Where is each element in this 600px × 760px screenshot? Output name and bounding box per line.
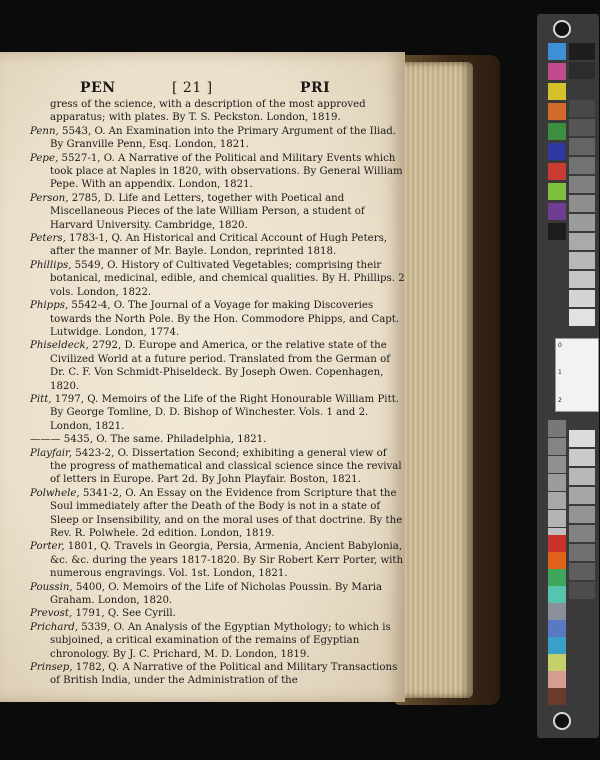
entry-author: Pitt, — [30, 393, 52, 405]
entry-author: Person, — [30, 192, 69, 204]
book-page — [0, 52, 405, 702]
entry-author: Polwhele, — [30, 487, 80, 499]
entry-text: 2785, D. Life and Letters, together with Poetical and Miscellaneous Pieces of the late William Person, a student of Harvard University. Cambridge, 1820. — [50, 192, 365, 231]
grey-swatch — [569, 233, 595, 250]
entry-author: Peters, — [30, 233, 66, 245]
entry-author: ——— — [30, 434, 61, 446]
entry-text: 1801, Q. Travels in Georgia, Persia, Armenia, Ancient Babylonia, &c. &c. during the years 1817-1820. By Sir Robert Kerr Porter, with numerous engravings. Vol. 1st. London, 1821. — [50, 541, 404, 580]
color-swatch — [548, 63, 566, 80]
grey-swatch — [569, 119, 595, 136]
entry-text: 5423-2, O. Dissertation Second; exhibiting a general view of the progress of mathematical and classical science since the revival of letters in Europe. Part 2d. By John Playfair. Boston, 1821. — [50, 447, 402, 486]
catalogue-entry — [30, 299, 406, 339]
color-swatch — [548, 535, 566, 552]
catalogue-entries — [0, 98, 405, 688]
catalogue-entry — [30, 621, 406, 661]
grey-swatch — [569, 252, 595, 269]
entry-text: 5435, O. The same. Philadelphia, 1821. — [60, 434, 267, 446]
entry-author: Pepe, — [30, 152, 59, 164]
running-head-left: PEN — [80, 80, 116, 96]
grey-swatch — [569, 582, 595, 599]
entry-text: 5339, O. An Analysis of the Egyptian Mythology; to which is subjoined, a critical examination of the remains of Egyptian chronology. By J. C. Prichard, M. D. London, 1819. — [50, 621, 391, 660]
entry-author: Playfair, — [30, 447, 73, 459]
grey-swatch — [548, 420, 566, 437]
entry-text: 5341-2, O. An Essay on the Evidence from Scripture that the Soul immediately after the Death of the Body is not in a state of Sleep or Insensibility, and on the moral uses of that doctrine. By the Rev. R. Polwhele. 2d edition. London, 1819. — [50, 487, 403, 539]
color-swatch — [548, 671, 566, 688]
grey-swatch — [569, 525, 595, 542]
grey-swatch — [548, 492, 566, 509]
entry-text: 5549, O. History of Cultivated Vegetables; comprising their botanical, medicinal, edible, and chemical qualities. By H. Phillips. 2 vols. London, 1822. — [50, 259, 405, 298]
catalogue-entry — [30, 393, 406, 433]
grey-swatch — [569, 309, 595, 326]
color-swatch — [548, 183, 566, 200]
entry-author: Prevost, — [30, 608, 73, 620]
color-swatch — [548, 83, 566, 100]
grey-swatch — [569, 449, 595, 466]
color-swatch — [548, 163, 566, 180]
color-swatch — [548, 654, 566, 671]
entry-text: 5400, O. Memoirs of the Life of Nicholas Poussin. By Maria Graham. London, 1820. — [50, 581, 383, 607]
running-head-right: PRI — [300, 80, 331, 96]
grey-swatch — [569, 62, 595, 79]
catalogue-entry — [30, 581, 406, 608]
color-swatch — [548, 637, 566, 654]
entry-text: 1791, Q. See Cyrill. — [72, 608, 176, 620]
entry-author: Poussin, — [30, 581, 73, 593]
entry-text: gress of the science, with a description of the most approved apparatus; with plates. By T. S. Peckston. London, 1819. — [50, 99, 366, 124]
catalogue-entry — [30, 125, 406, 152]
grey-swatch — [569, 176, 595, 193]
grey-swatch — [569, 81, 595, 98]
grey-swatch — [548, 510, 566, 527]
grey-swatch — [569, 563, 595, 580]
entry-text: 5527-1, O. A Narrative of the Political and Military Events which took place at Naples in 1820, with observations. By General William Pepe. With an appendix. London, 1821. — [50, 152, 403, 191]
entry-author: Prichard, — [30, 621, 78, 633]
color-swatch — [548, 203, 566, 220]
catalogue-entry — [30, 607, 406, 620]
grey-swatch — [569, 290, 595, 307]
grey-swatch — [569, 138, 595, 155]
catalogue-entry — [30, 152, 406, 192]
catalogue-entry — [30, 192, 406, 232]
grey-swatch — [548, 474, 566, 491]
entry-text: 5543, O. An Examination into the Primary Argument of the Iliad. By Granville Penn, Esq. London, 1821. — [50, 125, 397, 151]
entry-author: Phiseldeck, — [30, 340, 89, 352]
color-swatch — [548, 586, 566, 603]
grey-swatch — [569, 468, 595, 485]
color-swatch — [548, 569, 566, 586]
entry-text: 1783-1, Q. An Historical and Critical Account of Hugh Peters, after the manner of Mr. Bayle. London, reprinted 1818. — [50, 233, 388, 258]
grey-swatch — [569, 487, 595, 504]
color-swatch — [548, 620, 566, 637]
catalogue-entry — [30, 540, 406, 580]
color-swatch — [548, 603, 566, 620]
grey-swatch — [569, 157, 595, 174]
entry-author: Phillips, — [30, 259, 72, 271]
entry-author: Penn, — [30, 125, 59, 137]
grey-swatch — [569, 100, 595, 117]
scale-ruler: 0 1 2 — [555, 338, 599, 412]
entry-text: 5542-4, O. The Journal of a Voyage for making Discoveries towards the North Pole. By the Hon. Commodore Phipps, and Capt. Lutwidge. London, 1774. — [50, 300, 400, 338]
color-swatch — [548, 223, 566, 240]
catalogue-entry — [0, 98, 386, 125]
entry-text: 1797, Q. Memoirs of the Life of the Right Honourable William Pitt. By George Tomline, D. D. Bishop of Winchester. Vols. 1 and 2. London, 1821. — [50, 393, 399, 432]
grey-swatch — [569, 544, 595, 561]
color-swatch — [548, 143, 566, 160]
entry-text: 1782, Q. A Narrative of the Political and Military Transactions of British India, under the Administration of the — [50, 662, 398, 687]
color-swatch — [548, 43, 566, 60]
entry-author: Porter, — [30, 541, 65, 553]
grey-swatch — [569, 43, 595, 60]
grey-swatch — [569, 214, 595, 231]
color-swatch — [548, 552, 566, 569]
entry-text: 2792, D. Europe and America, or the relative state of the Civilized World at a future period. Translated from the German of Dr. C. F. Von Schmidt-Phiseldeck. By Joseph Owen. Copenhagen, 1820. — [50, 340, 391, 392]
color-swatch — [548, 123, 566, 140]
catalogue-entry — [30, 447, 406, 487]
catalogue-entry — [30, 339, 406, 393]
grey-swatch — [569, 430, 595, 447]
catalogue-entry — [30, 433, 406, 446]
catalogue-entry — [30, 232, 406, 259]
color-swatch — [548, 688, 566, 705]
grey-swatch — [569, 195, 595, 212]
entry-author: Phipps, — [30, 300, 69, 312]
grey-swatch — [548, 456, 566, 473]
catalogue-entry — [30, 661, 406, 688]
catalogue-entry — [30, 259, 406, 299]
target-circle-icon — [553, 712, 571, 730]
target-circle-icon — [553, 20, 571, 38]
color-swatch — [548, 103, 566, 120]
entry-author: Prinsep, — [30, 662, 73, 674]
grey-swatch — [548, 438, 566, 455]
catalogue-entry — [30, 487, 406, 541]
grey-swatch — [569, 271, 595, 288]
page-fore-edge — [395, 62, 473, 698]
grey-swatch — [569, 506, 595, 523]
page-number: [ 21 ] — [172, 80, 213, 96]
